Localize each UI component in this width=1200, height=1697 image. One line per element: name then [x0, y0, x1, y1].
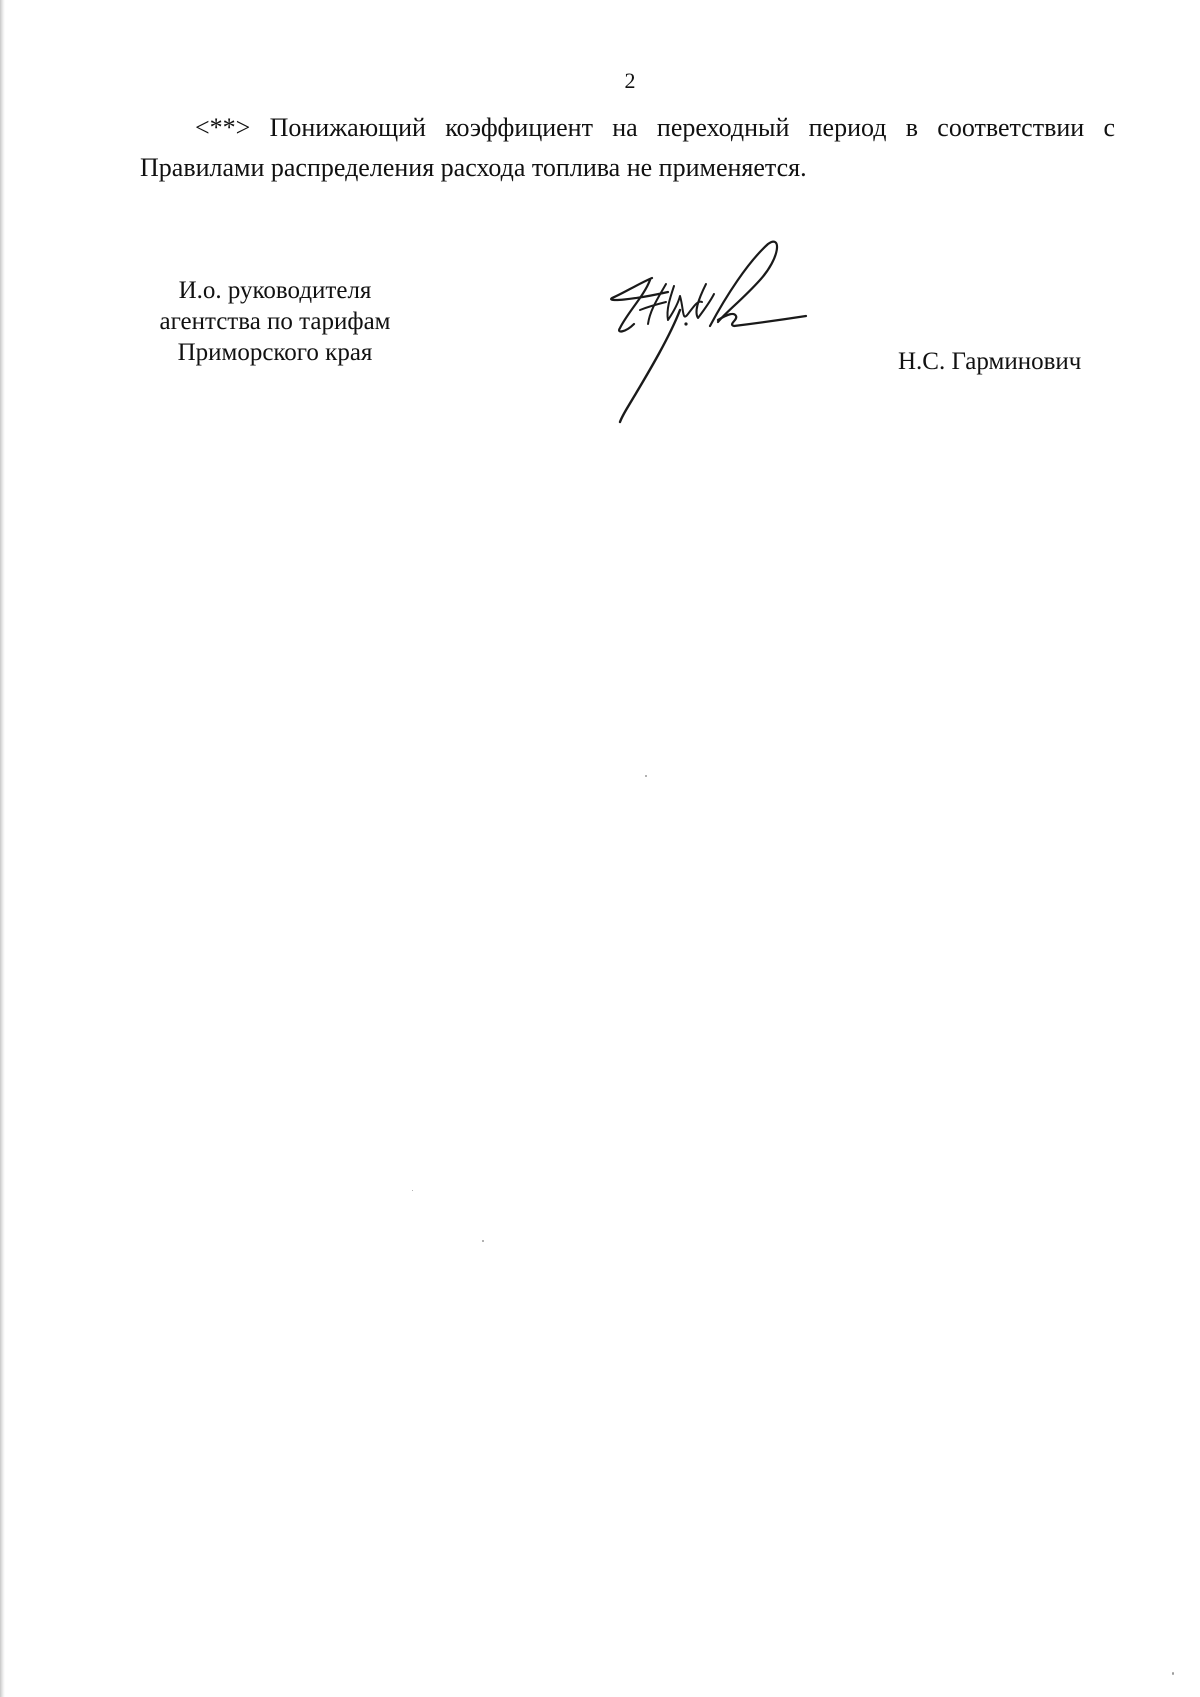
scan-speck	[412, 1190, 413, 1191]
position-line-1: И.о. руководителя	[178, 277, 372, 304]
footnote-paragraph	[140, 108, 1115, 188]
handwritten-signature	[610, 240, 850, 430]
position-line-3: Приморского края	[177, 339, 373, 366]
footnote-line-1: <**> Понижающий коэффициент на переходный период в соответствии с	[195, 113, 1115, 142]
signer-name: Н.С. Гарминович	[898, 348, 1082, 375]
signatory-position	[110, 275, 440, 368]
footnote-line-2: Правилами распределения расхода топлива не применяется.	[140, 153, 807, 182]
scan-speck	[482, 1240, 484, 1242]
scan-speck	[1172, 1672, 1174, 1675]
page-number: 2	[624, 68, 636, 93]
position-line-2: агентства по тарифам	[159, 308, 391, 335]
scan-speck	[645, 775, 647, 777]
scan-edge-shadow	[0, 0, 5, 1697]
